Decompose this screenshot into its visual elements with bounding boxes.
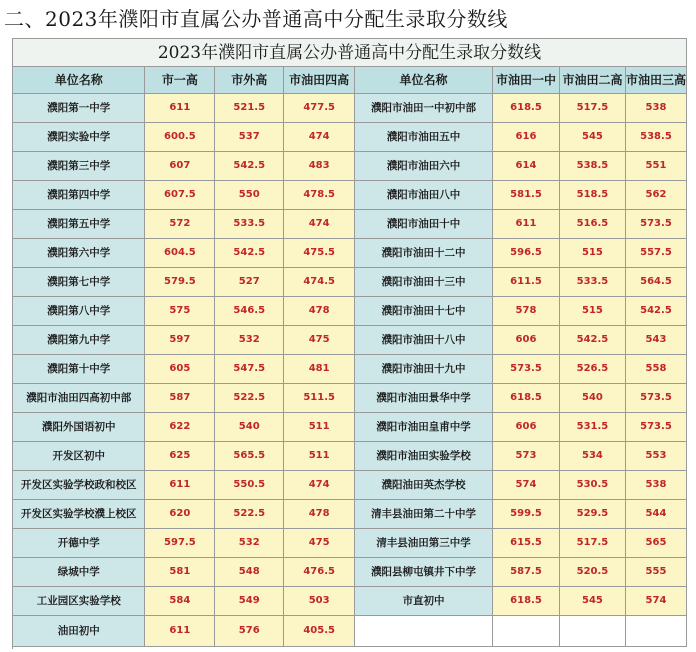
left-score-cell: 607.5 xyxy=(145,180,215,209)
right-score-cell: 618.5 xyxy=(493,383,560,412)
table-row xyxy=(13,93,687,122)
right-school-name: 清丰县油田第二十中学 xyxy=(355,499,493,528)
left-score-cell: 581 xyxy=(145,557,215,586)
right-score-cell: 555 xyxy=(625,557,686,586)
right-score-cell: 540 xyxy=(559,383,625,412)
right-score-cell: 518.5 xyxy=(559,180,625,209)
table-row xyxy=(13,296,687,325)
right-score-cell: 517.5 xyxy=(559,93,625,122)
left-school-name: 油田初中 xyxy=(13,615,145,646)
left-score-cell: 478.5 xyxy=(284,180,355,209)
right-score-cell: 545 xyxy=(559,122,625,151)
empty-cell xyxy=(355,615,493,646)
left-score-cell: 474 xyxy=(284,470,355,499)
right-score-cell: 573.5 xyxy=(625,209,686,238)
right-school-name: 濮阳油田英杰学校 xyxy=(355,470,493,499)
table-row xyxy=(13,499,687,528)
left-score-cell: 548 xyxy=(215,557,284,586)
left-school-name: 濮阳第八中学 xyxy=(13,296,145,325)
table-row xyxy=(13,354,687,383)
left-score-cell: 565.5 xyxy=(215,441,284,470)
right-score-cell: 534 xyxy=(559,441,625,470)
table-row xyxy=(13,122,687,151)
right-score-cell: 530.5 xyxy=(559,470,625,499)
right-score-cell: 520.5 xyxy=(559,557,625,586)
left-score-cell: 605 xyxy=(145,354,215,383)
left-score-cell: 550.5 xyxy=(215,470,284,499)
left-score-cell: 604.5 xyxy=(145,238,215,267)
left-score-cell: 611 xyxy=(145,93,215,122)
left-score-cell: 542.5 xyxy=(215,238,284,267)
left-school-name: 开发区实验学校濮上校区 xyxy=(13,499,145,528)
left-school-name: 濮阳第四中学 xyxy=(13,180,145,209)
right-score-cell: 611 xyxy=(493,209,560,238)
left-score-cell: 533.5 xyxy=(215,209,284,238)
left-score-cell: 475 xyxy=(284,325,355,354)
right-score-cell: 538 xyxy=(625,470,686,499)
right-school-name: 濮阳市油田景华中学 xyxy=(355,383,493,412)
right-score-cell: 542.5 xyxy=(559,325,625,354)
right-score-cell: 515 xyxy=(559,296,625,325)
left-score-cell: 483 xyxy=(284,151,355,180)
right-score-cell: 564.5 xyxy=(625,267,686,296)
header-row xyxy=(13,67,687,93)
left-score-cell: 532 xyxy=(215,528,284,557)
right-score-cell: 544 xyxy=(625,499,686,528)
left-score-cell: 549 xyxy=(215,586,284,615)
right-score-cell: 606 xyxy=(493,412,560,441)
right-school-name: 濮阳市油田十三中 xyxy=(355,267,493,296)
right-score-cell: 573 xyxy=(493,441,560,470)
right-score-cell: 615.5 xyxy=(493,528,560,557)
right-score-cell: 611.5 xyxy=(493,267,560,296)
left-score-cell: 481 xyxy=(284,354,355,383)
right-school-name: 濮阳市油田实验学校 xyxy=(355,441,493,470)
left-score-cell: 532 xyxy=(215,325,284,354)
header-right-school-1: 市油田一中 xyxy=(493,67,560,93)
left-school-name: 濮阳第一中学 xyxy=(13,93,145,122)
left-school-name: 濮阳第九中学 xyxy=(13,325,145,354)
right-score-cell: 515 xyxy=(559,238,625,267)
right-score-cell: 543 xyxy=(625,325,686,354)
table-row xyxy=(13,238,687,267)
table-row xyxy=(13,267,687,296)
left-school-name: 濮阳实验中学 xyxy=(13,122,145,151)
page-heading: 二、2023年濮阳市直属公办普通高中分配生录取分数线 xyxy=(4,7,508,31)
right-school-name: 濮阳市油田十七中 xyxy=(355,296,493,325)
right-score-cell: 573.5 xyxy=(625,383,686,412)
left-score-cell: 587 xyxy=(145,383,215,412)
right-score-cell: 562 xyxy=(625,180,686,209)
left-school-name: 开发区初中 xyxy=(13,441,145,470)
right-score-cell: 581.5 xyxy=(493,180,560,209)
right-score-cell: 578 xyxy=(493,296,560,325)
right-score-cell: 545 xyxy=(559,586,625,615)
left-score-cell: 475 xyxy=(284,528,355,557)
score-table xyxy=(13,67,687,647)
left-score-cell: 522.5 xyxy=(215,383,284,412)
right-school-name: 濮阳市油田五中 xyxy=(355,122,493,151)
left-score-cell: 474 xyxy=(284,122,355,151)
right-score-cell: 526.5 xyxy=(559,354,625,383)
right-school-name: 濮阳市油田十二中 xyxy=(355,238,493,267)
empty-cell xyxy=(559,615,625,646)
right-score-cell: 538.5 xyxy=(625,122,686,151)
left-score-cell: 597 xyxy=(145,325,215,354)
header-right-name: 单位名称 xyxy=(355,67,493,93)
right-score-cell: 574 xyxy=(625,586,686,615)
right-score-cell: 538.5 xyxy=(559,151,625,180)
left-score-cell: 503 xyxy=(284,586,355,615)
right-score-cell: 573.5 xyxy=(625,412,686,441)
table-row xyxy=(13,441,687,470)
right-score-cell: 542.5 xyxy=(625,296,686,325)
right-score-cell: 565 xyxy=(625,528,686,557)
left-score-cell: 474 xyxy=(284,209,355,238)
table-row xyxy=(13,209,687,238)
score-table-sheet xyxy=(12,38,687,649)
table-row xyxy=(13,528,687,557)
right-school-name: 市直初中 xyxy=(355,586,493,615)
right-score-cell: 558 xyxy=(625,354,686,383)
left-score-cell: 625 xyxy=(145,441,215,470)
right-school-name: 濮阳市油田十中 xyxy=(355,209,493,238)
table-row xyxy=(13,615,687,646)
right-score-cell: 557.5 xyxy=(625,238,686,267)
left-score-cell: 478 xyxy=(284,499,355,528)
left-school-name: 濮阳外国语初中 xyxy=(13,412,145,441)
left-score-cell: 477.5 xyxy=(284,93,355,122)
left-score-cell: 522.5 xyxy=(215,499,284,528)
left-school-name: 濮阳市油田四高初中部 xyxy=(13,383,145,412)
left-score-cell: 622 xyxy=(145,412,215,441)
left-score-cell: 478 xyxy=(284,296,355,325)
left-score-cell: 611 xyxy=(145,470,215,499)
left-score-cell: 550 xyxy=(215,180,284,209)
right-score-cell: 618.5 xyxy=(493,93,560,122)
header-left-school-3: 市油田四高 xyxy=(284,67,355,93)
right-score-cell: 553 xyxy=(625,441,686,470)
left-score-cell: 476.5 xyxy=(284,557,355,586)
right-score-cell: 517.5 xyxy=(559,528,625,557)
left-school-name: 濮阳第三中学 xyxy=(13,151,145,180)
left-school-name: 绿城中学 xyxy=(13,557,145,586)
right-score-cell: 516.5 xyxy=(559,209,625,238)
right-school-name: 濮阳市油田皇甫中学 xyxy=(355,412,493,441)
right-score-cell: 533.5 xyxy=(559,267,625,296)
table-body xyxy=(13,93,687,646)
right-school-name: 濮阳县柳屯镇井下中学 xyxy=(355,557,493,586)
right-score-cell: 574 xyxy=(493,470,560,499)
left-school-name: 工业园区实验学校 xyxy=(13,586,145,615)
table-row xyxy=(13,383,687,412)
left-school-name: 濮阳第七中学 xyxy=(13,267,145,296)
header-left-school-1: 市一高 xyxy=(145,67,215,93)
left-score-cell: 475.5 xyxy=(284,238,355,267)
header-left-name: 单位名称 xyxy=(13,67,145,93)
left-school-name: 濮阳第五中学 xyxy=(13,209,145,238)
right-score-cell: 618.5 xyxy=(493,586,560,615)
left-score-cell: 584 xyxy=(145,586,215,615)
left-score-cell: 620 xyxy=(145,499,215,528)
left-score-cell: 575 xyxy=(145,296,215,325)
left-score-cell: 572 xyxy=(145,209,215,238)
table-row xyxy=(13,412,687,441)
left-school-name: 开发区实验学校政和校区 xyxy=(13,470,145,499)
right-score-cell: 614 xyxy=(493,151,560,180)
right-score-cell: 529.5 xyxy=(559,499,625,528)
left-score-cell: 600.5 xyxy=(145,122,215,151)
left-school-name: 濮阳第六中学 xyxy=(13,238,145,267)
left-score-cell: 511.5 xyxy=(284,383,355,412)
table-row xyxy=(13,470,687,499)
right-score-cell: 573.5 xyxy=(493,354,560,383)
left-score-cell: 521.5 xyxy=(215,93,284,122)
left-school-name: 开德中学 xyxy=(13,528,145,557)
left-score-cell: 474.5 xyxy=(284,267,355,296)
right-score-cell: 551 xyxy=(625,151,686,180)
left-score-cell: 611 xyxy=(145,615,215,646)
left-school-name: 濮阳第十中学 xyxy=(13,354,145,383)
left-score-cell: 579.5 xyxy=(145,267,215,296)
right-school-name: 濮阳市油田一中初中部 xyxy=(355,93,493,122)
left-score-cell: 597.5 xyxy=(145,528,215,557)
right-score-cell: 531.5 xyxy=(559,412,625,441)
empty-cell xyxy=(625,615,686,646)
table-row xyxy=(13,180,687,209)
right-score-cell: 596.5 xyxy=(493,238,560,267)
right-school-name: 濮阳市油田十九中 xyxy=(355,354,493,383)
left-score-cell: 540 xyxy=(215,412,284,441)
header-right-school-2: 市油田二高 xyxy=(559,67,625,93)
table-row xyxy=(13,325,687,354)
right-score-cell: 616 xyxy=(493,122,560,151)
table-row xyxy=(13,586,687,615)
right-score-cell: 587.5 xyxy=(493,557,560,586)
left-score-cell: 576 xyxy=(215,615,284,646)
header-left-school-2: 市外高 xyxy=(215,67,284,93)
table-row xyxy=(13,557,687,586)
left-score-cell: 542.5 xyxy=(215,151,284,180)
left-score-cell: 546.5 xyxy=(215,296,284,325)
right-school-name: 濮阳市油田八中 xyxy=(355,180,493,209)
right-score-cell: 538 xyxy=(625,93,686,122)
left-score-cell: 527 xyxy=(215,267,284,296)
left-score-cell: 537 xyxy=(215,122,284,151)
left-score-cell: 511 xyxy=(284,412,355,441)
right-school-name: 清丰县油田第三中学 xyxy=(355,528,493,557)
right-score-cell: 606 xyxy=(493,325,560,354)
header-right-school-3: 市油田三高 xyxy=(625,67,686,93)
right-school-name: 濮阳市油田六中 xyxy=(355,151,493,180)
right-score-cell: 599.5 xyxy=(493,499,560,528)
left-score-cell: 511 xyxy=(284,441,355,470)
empty-cell xyxy=(493,615,560,646)
left-score-cell: 405.5 xyxy=(284,615,355,646)
right-school-name: 濮阳市油田十八中 xyxy=(355,325,493,354)
left-score-cell: 547.5 xyxy=(215,354,284,383)
table-title: 2023年濮阳市直属公办普通高中分配生录取分数线 xyxy=(13,39,687,67)
left-score-cell: 607 xyxy=(145,151,215,180)
table-row xyxy=(13,151,687,180)
